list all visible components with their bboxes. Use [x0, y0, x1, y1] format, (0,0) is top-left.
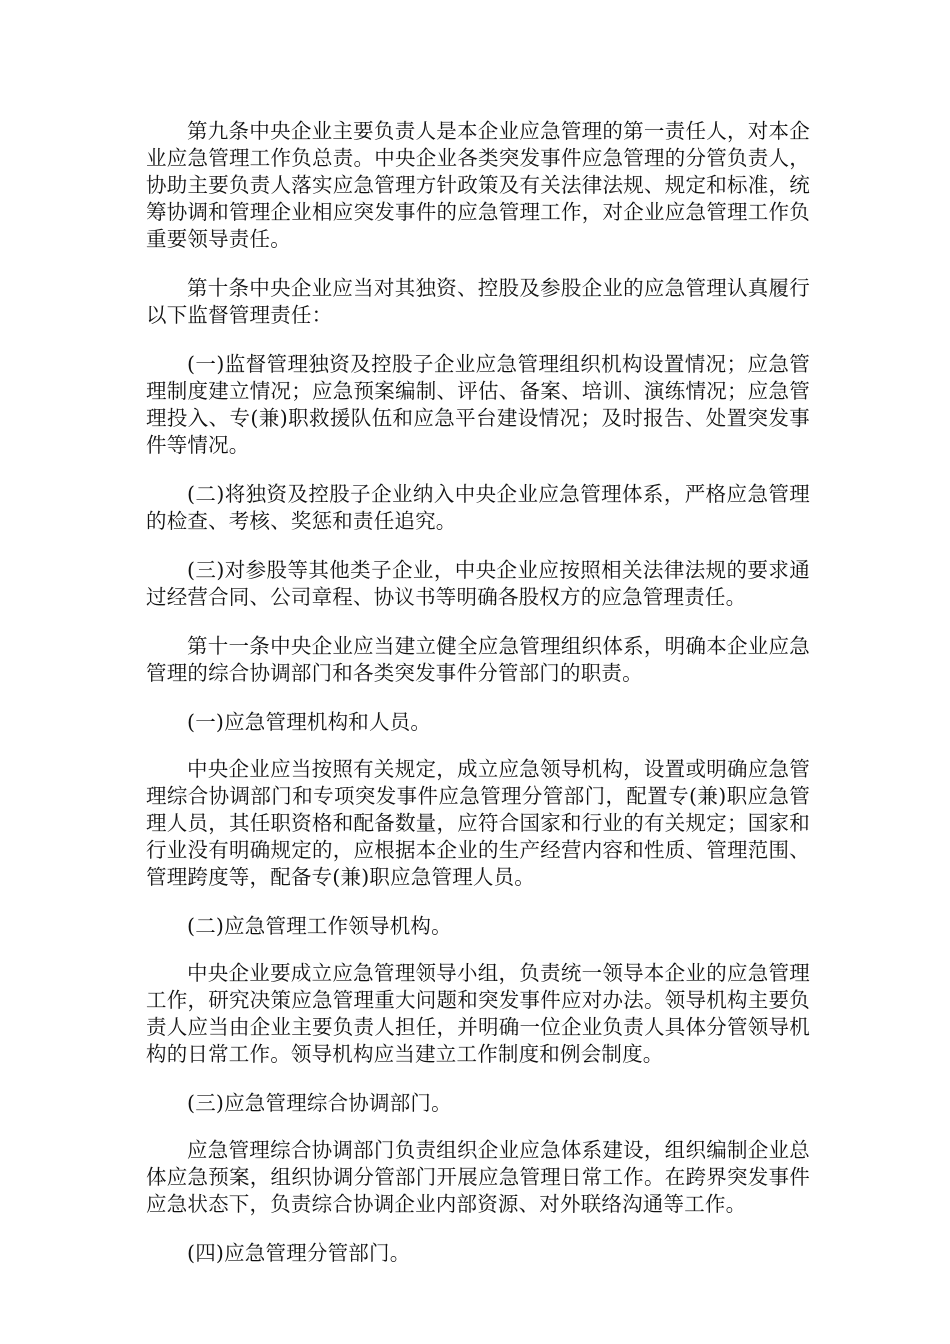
article-11-item-3-heading: (三)应急管理综合协调部门。 — [187, 1091, 452, 1115]
article-10-item-1: (一)监督管理独资及控股子企业应急管理组织机构设置情况；应急管理制度建立情况；应急预案编制、评估、备案、培训、演练情况；应急管理投入、专(兼)职救援队伍和应急平台建设情况；及时报告、处置突发事件等情况。 — [146, 352, 810, 457]
article-9-paragraph: 第九条中央企业主要负责人是本企业应急管理的第一责任人，对本企业应急管理工作负总责。中央企业各类突发事件应急管理的分管负责人，协助主要负责人落实应急管理方针政策及有关法律法规、规定和标准，统筹协调和管理企业相应突发事件的应急管理工作，对企业应急管理工作负重要领导责任。 — [146, 119, 810, 251]
article-10-paragraph: 第十条中央企业应当对其独资、控股及参股企业的应急管理认真履行以下监督管理责任： — [146, 276, 810, 327]
article-11-item-2-body: 中央企业要成立应急管理领导小组，负责统一领导本企业的应急管理工作，研究决策应急管理重大问题和突发事件应对办法。领导机构主要负责人应当由企业主要负责人担任，并明确一位企业负责人具体分管领导机构的日常工作。领导机构应当建立工作制度和例会制度。 — [146, 961, 810, 1066]
article-11-item-3-body: 应急管理综合协调部门负责组织企业应急体系建设，组织编制企业总体应急预案，组织协调分管部门开展应急管理日常工作。在跨界突发事件应急状态下，负责综合协调企业内部资源、对外联络沟通等工作。 — [146, 1138, 810, 1216]
article-11-item-2-heading: (二)应急管理工作领导机构。 — [187, 914, 452, 938]
document-body — [146, 118, 810, 1287]
article-11-paragraph: 第十一条中央企业应当建立健全应急管理组织体系，明确本企业应急管理的综合协调部门和各类突发事件分管部门的职责。 — [146, 634, 810, 685]
article-11-item-1-heading: (一)应急管理机构和人员。 — [187, 710, 432, 734]
article-10-item-2: (二)将独资及控股子企业纳入中央企业应急管理体系，严格应急管理的检查、考核、奖惩和责任追究。 — [146, 482, 810, 533]
article-11-item-1-body: 中央企业应当按照有关规定，成立应急领导机构，设置或明确应急管理综合协调部门和专项突发事件应急管理分管部门，配置专(兼)职应急管理人员，其任职资格和配备数量，应符合国家和行业的有关规定；国家和行业没有明确规定的，应根据本企业的生产经营内容和性质、管理范围、管理跨度等，配备专(兼)职应急管理人员。 — [146, 757, 810, 889]
article-10-item-3: (三)对参股等其他类子企业，中央企业应按照相关法律法规的要求通过经营合同、公司章程、协议书等明确各股权方的应急管理责任。 — [146, 558, 810, 609]
article-11-item-4-heading: (四)应急管理分管部门。 — [187, 1241, 411, 1265]
